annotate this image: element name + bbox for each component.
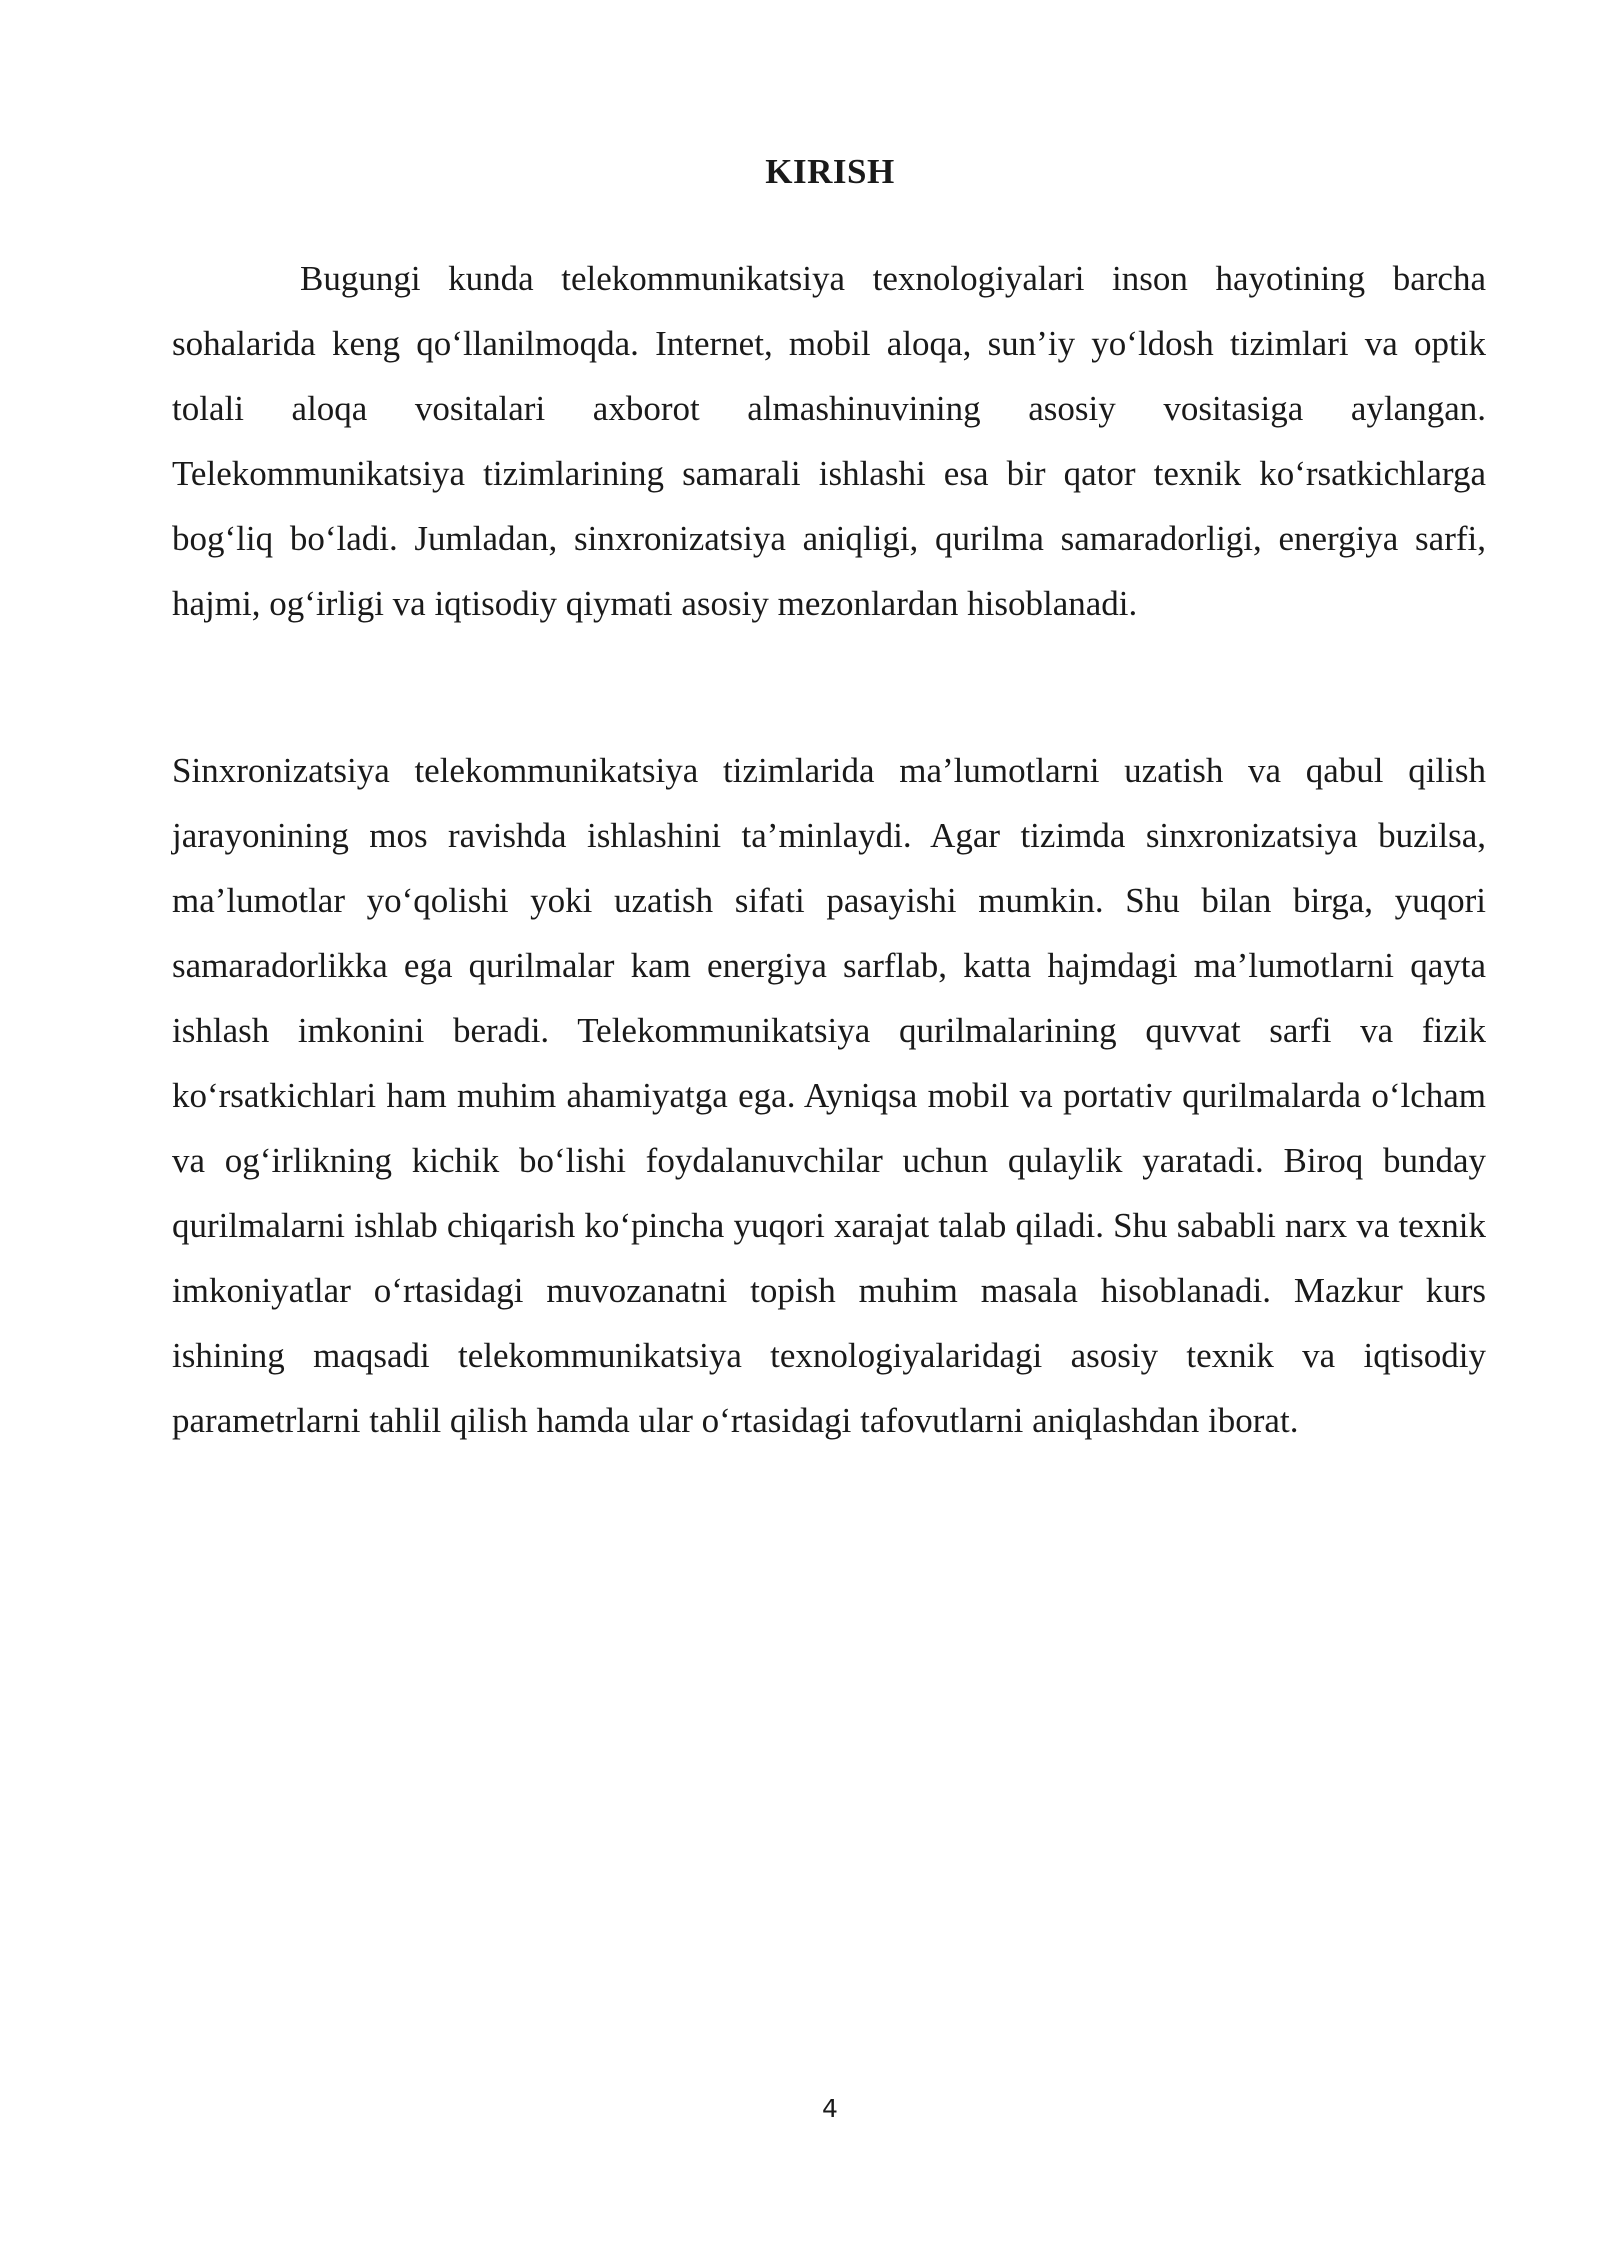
- paragraph-1-text: Bugungi kunda telekommunikatsiya texnologiyalari inson hayotining barcha sohalarida keng qo‘llanilmoqda. Internet, mobil aloqa, sun’iy yo‘ldosh tizimlari va optik tolali aloqa vositalari axborot almashinuvining asosiy vositasiga aylangan. Telekommunikatsiya tizimlarining samarali ishlashi esa bir qator texnik ko‘rsatkichlarga bog‘liq bo‘ladi. Jumladan, sinxronizatsiya aniqligi, qurilma samaradorligi, energiya sarfi, hajmi, og‘irligi va iqtisodiy qiymati asosiy mezonlardan hisoblanadi.: [172, 259, 1486, 623]
- paragraph-1: [172, 246, 1486, 636]
- page-title: KIRISH: [765, 152, 895, 191]
- paragraph-2: Sinxronizatsiya telekommunikatsiya tizimlarida ma’lumotlarni uzatish va qabul qilish jarayonining mos ravishda ishlashini ta’minlaydi. Agar tizimda sinxronizatsiya buzilsa, ma’lumotlar yo‘qolishi yoki uzatish sifati pasayishi mumkin. Shu bilan birga, yuqori samaradorlikka ega qurilmalar kam energiya sarflab, katta hajmdagi ma’lumotlarni qayta ishlash imkonini beradi. Telekommunikatsiya qurilmalarining quvvat sarfi va fizik ko‘rsatkichlari ham muhim ahamiyatga ega. Ayniqsa mobil va portativ qurilmalarda o‘lcham va og‘irlikning kichik bo‘lishi foydalanuvchilar uchun qulaylik yaratadi. Biroq bunday qurilmalarni ishlab chiqarish ko‘pincha yuqori xarajat talab qiladi. Shu sababli narx va texnik imkoniyatlar o‘rtasidagi muvozanatni topish muhim masala hisoblanadi. Mazkur kurs ishining maqsadi telekommunikatsiya texnologiyalaridagi asosiy texnik va iqtisodiy parametrlarni tahlil qilish hamda ular o‘rtasidagi tafovutlarni aniqlashdan iborat.: [172, 751, 1486, 1440]
- page-number: 4: [822, 2094, 838, 2123]
